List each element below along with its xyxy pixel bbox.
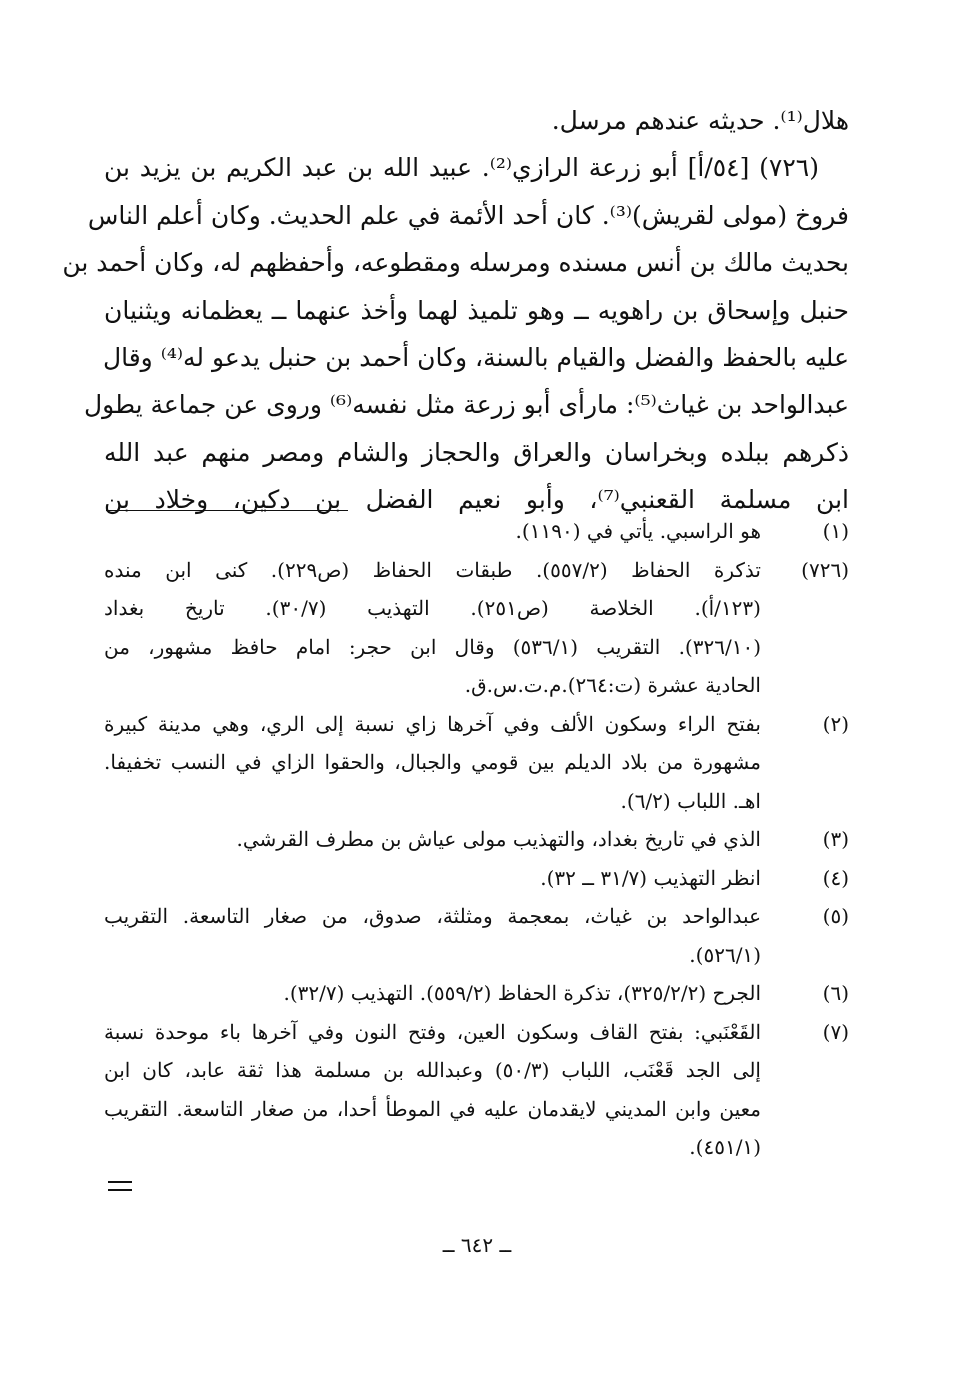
footnote <box>104 820 849 859</box>
footnote-line: إلى الجد قَعْنَب، اللباب (٥٠/٣) وعبدالله بن مسلمة هذا ثقة عابد، كان ابن <box>104 1058 761 1082</box>
main-text-line: ذكرهم ببلده وبخراسان والعراق والحجاز والشام ومصر منهم عبد الله <box>104 437 849 467</box>
footnote-body <box>104 820 761 859</box>
footnote <box>104 859 849 898</box>
footnote-line: انظر التهذيب (٣١/٧ ــ ٣٢). <box>540 865 761 890</box>
footnote-line: الذي في تاريخ بغداد، والتهذيب مولى عياش بن مطرف القرشي. <box>236 827 761 851</box>
footnotes-block <box>104 512 849 1167</box>
footnote <box>104 551 849 705</box>
footnote <box>104 1013 849 1167</box>
footnote-line: القَعْنَبي: بفتح القاف وسكون العين، وفتح النون وفي آخرها باء موحدة نسبة <box>104 1019 761 1044</box>
page-number: ــ ٦٤٢ ــ <box>442 1233 512 1257</box>
footnote-body <box>104 551 761 705</box>
footnote-number: (٧٢٦) <box>801 557 849 582</box>
main-text-line: حنبل وإسحاق بن راهويه ــ وهو تلميذ لهما وأخذ عنهما ــ يعظمانه ويثنيان <box>104 295 849 325</box>
footnote-body <box>104 897 761 974</box>
footnote-line: (٣٢٦/١٠). التقريب (٥٣٦/١) وقال ابن حجر: امام حافظ مشهور، من <box>104 634 761 659</box>
main-text-line: فروخ (مولى لقريش)⁽³⁾. كان أحد الأئمة في علم الحديث. وكان أعلم الناس <box>87 200 849 230</box>
footnote-line: اهـ. اللباب (٦/٢). <box>620 788 761 813</box>
footnote-body <box>104 859 761 898</box>
continuation-mark <box>108 1181 132 1191</box>
main-text-line: بحديث مالك بن أنس مسنده ومرسله ومقطوعه، وأحفظهم له، وكان أحمد بن <box>62 248 849 278</box>
footnote <box>104 974 849 1013</box>
footnote <box>104 512 849 551</box>
main-text-line: هلال⁽¹⁾. حديثه عندهم مرسل. <box>551 106 849 135</box>
footnote-body <box>104 1013 761 1167</box>
main-text-block <box>62 97 849 524</box>
main-text-line: ابن مسلمة القعنبي⁽⁷⁾، وأبو نعيم الفضل بن دكين، وخلاد بن <box>104 485 849 515</box>
footnote-body <box>104 974 761 1013</box>
footnote-line: هو الراسبي. يأتي في (١١٩٠). <box>515 519 761 543</box>
footnote-line: الحادية عشرة (ت:٢٦٤).م.ت.س.ق. <box>464 673 761 697</box>
footnote-line: تذكرة الحفاظ (٥٥٧/٢). طبقات الحفاظ (ص٢٢٩). كنى ابن منده <box>104 557 761 582</box>
footnote-body <box>104 512 761 551</box>
footnote-line: (٤٥١/١). <box>689 1135 761 1159</box>
footnote-number: (٣) <box>822 827 849 851</box>
footnote-line: (١٢٣/أ). الخلاصة (ص٢٥١). التهذيب (٣٠/٧). تاريخ بغداد <box>104 596 761 620</box>
footnote-body <box>104 705 761 821</box>
footnote-number: (٢) <box>822 711 849 736</box>
footnote-number: (٦) <box>822 981 849 1005</box>
footnote-line: (٥٢٦/١). <box>689 942 761 967</box>
footnote <box>104 705 849 821</box>
footnote-line: بفتح الراء وسكون الألف وفي آخرها زاي نسبة إلى الري، وهي مدينة كبيرة <box>104 711 761 736</box>
footnote-line: عبدالواحد بن غياث، بمعجمة ومثلثة، صدوق، من صغار التاسعة. التقريب <box>104 904 761 928</box>
footnote-number: (١) <box>822 519 849 543</box>
main-text-line: عليه بالحفظ والفضل والقيام بالسنة، وكان أحمد بن حنبل يدعو له⁽⁴⁾ وقال <box>102 342 849 372</box>
footnote-number: (٧) <box>822 1019 849 1044</box>
footnote-number: (٤) <box>822 865 849 890</box>
footnote-line: معين وابن المديني لايقدمان عليه في الموطأ أحدا، من صغار التاسعة. التقريب <box>104 1096 761 1121</box>
main-text-line: (٧٢٦) [٥٤/أ] أبو زرعة الرازي⁽²⁾. عبيد الله بن عبد الكريم بن يزيد بن <box>104 153 819 183</box>
main-text-line: عبدالواحد بن غياث⁽⁵⁾: مارأى أبو زرعة مثل نفسه⁽⁶⁾ وروى عن جماعة يطول <box>83 390 849 420</box>
footnote-line: الجرح (٣٢٥/٢/٢)، تذكرة الحفاظ (٥٥٩/٢). التهذيب (٣٢/٧). <box>283 981 761 1005</box>
footnote-number: (٥) <box>822 904 849 928</box>
footnote <box>104 897 849 974</box>
footnote-line: مشهورة من بلاد الديلم بين قومي والجبال، والحقوا الزاي في النسب تخفيفا. <box>104 750 761 774</box>
footnote-separator <box>106 510 348 511</box>
